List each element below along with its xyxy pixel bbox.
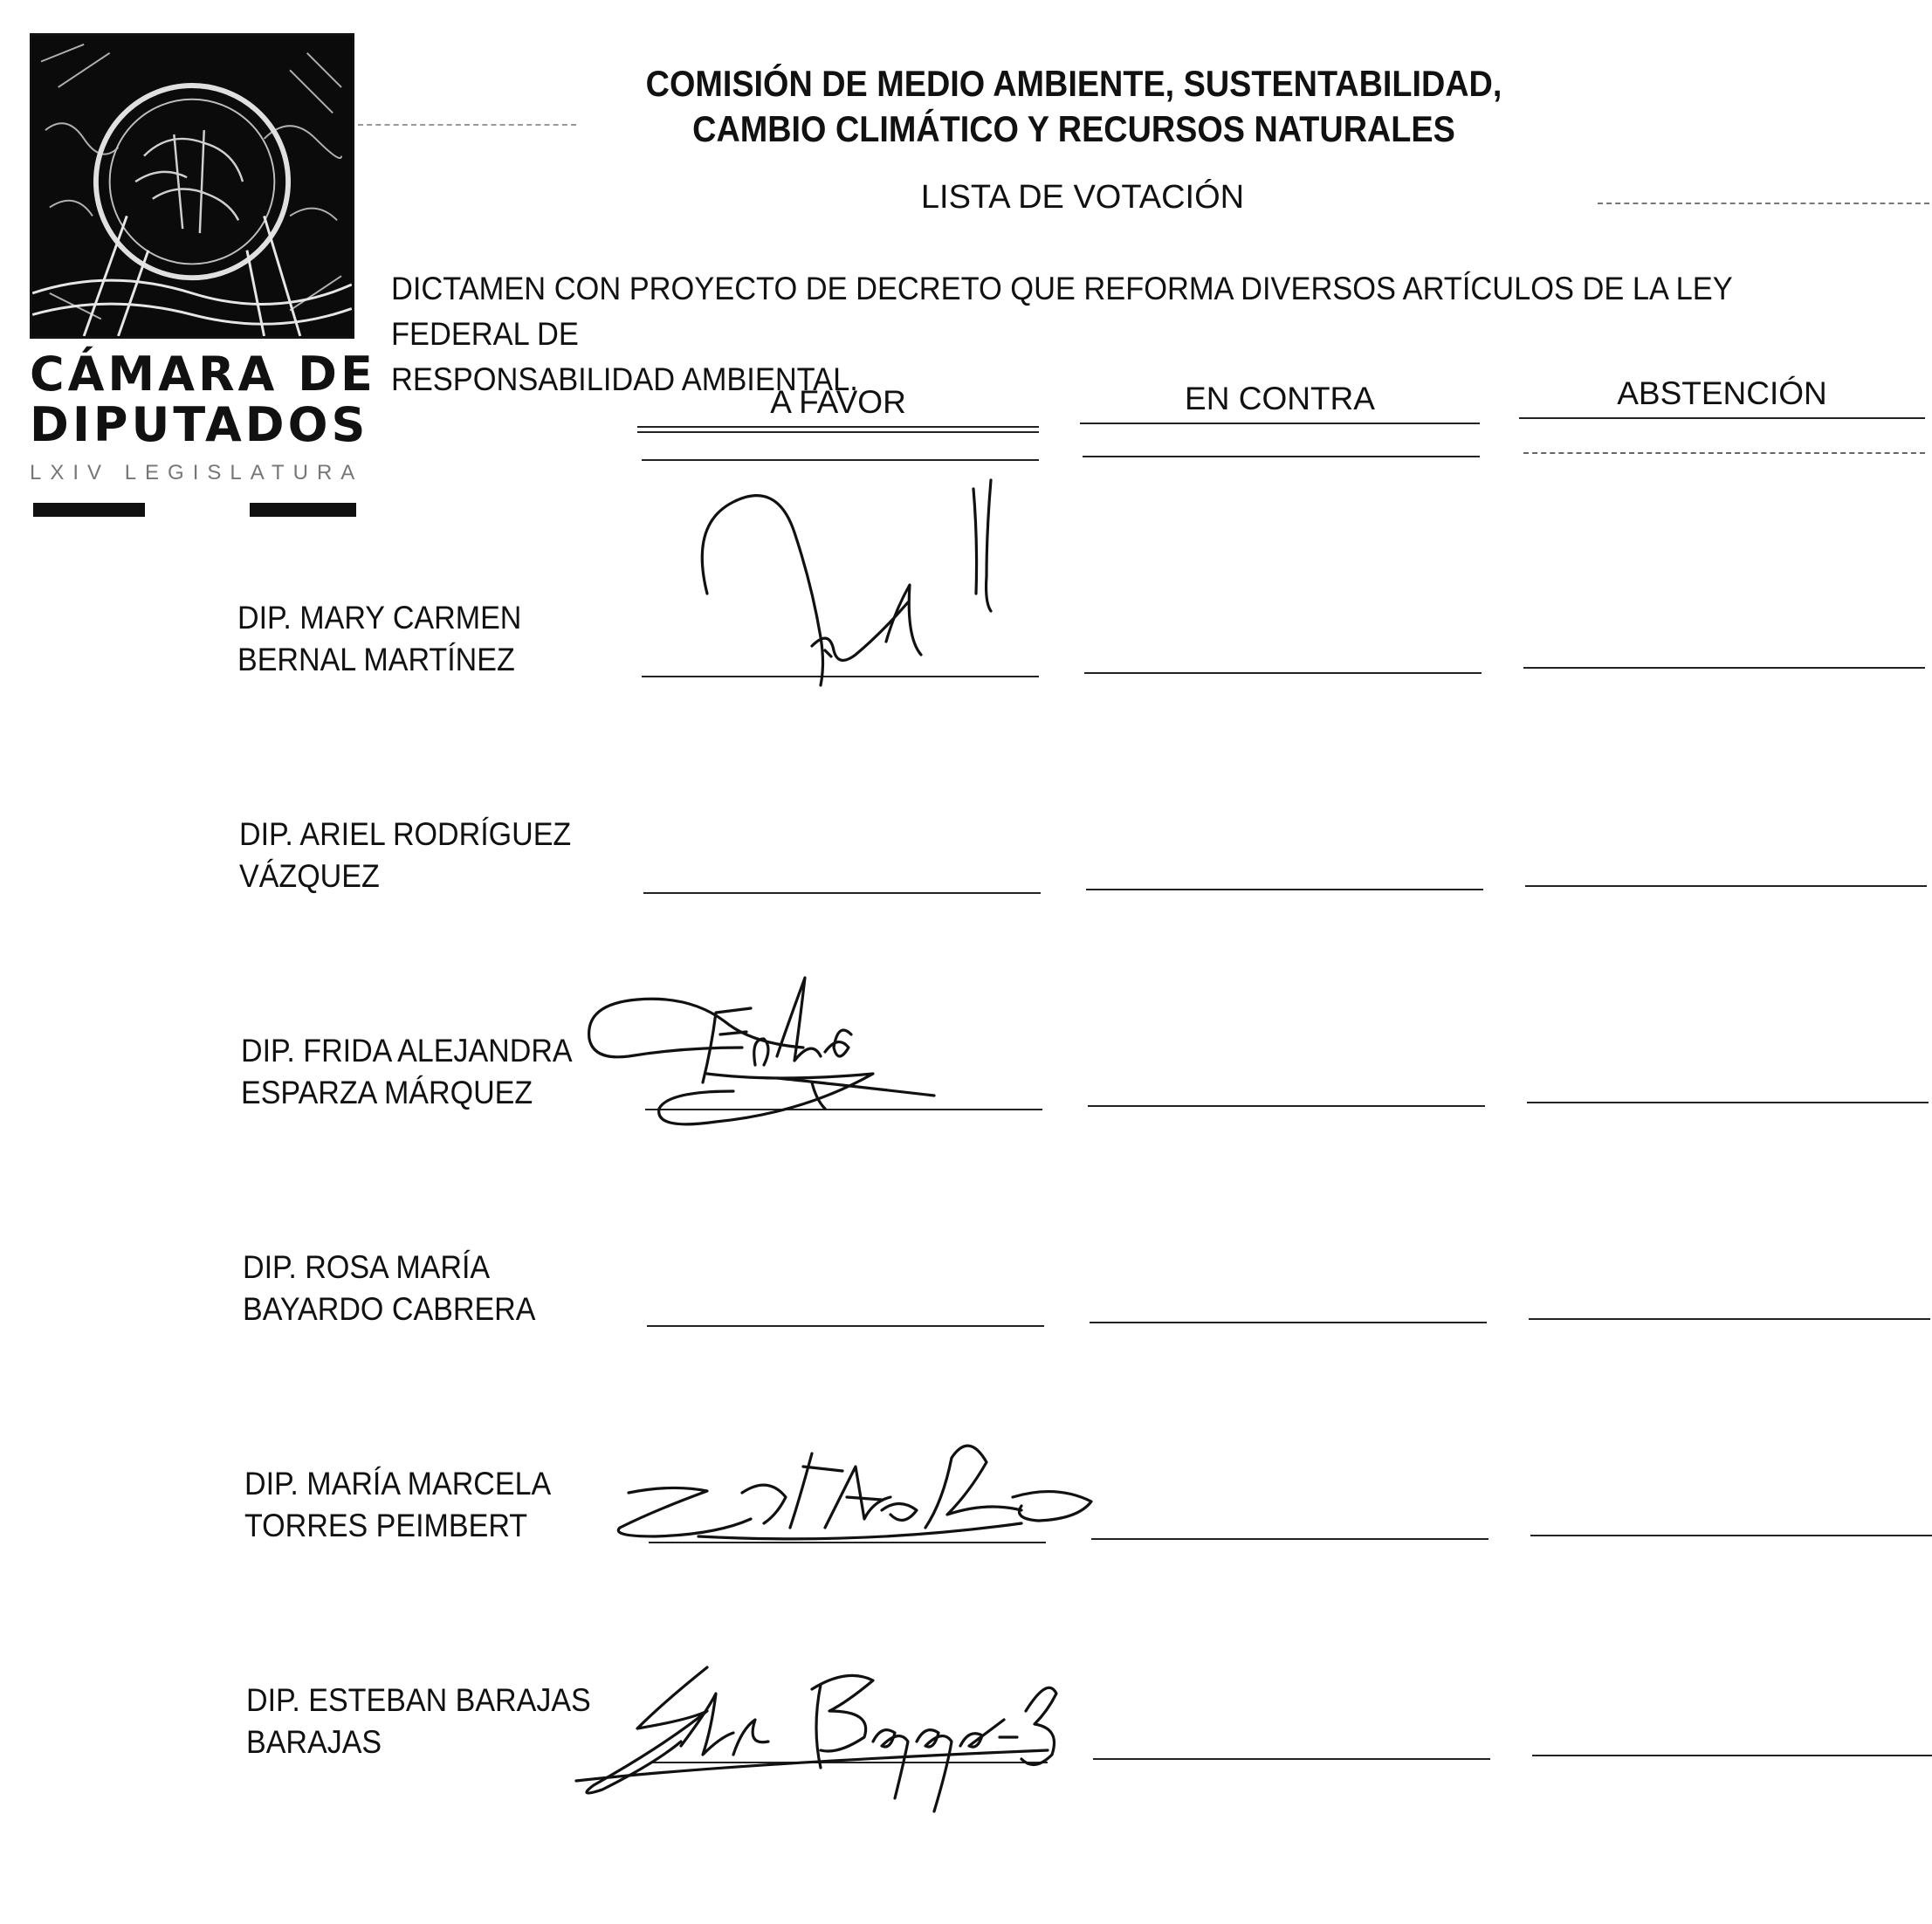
column-header-contra: EN CONTRA: [1185, 381, 1375, 416]
legislature-label: LXIV LEGISLATURA: [30, 461, 364, 484]
vote-line-abstencion[interactable]: [1523, 667, 1925, 669]
vote-line-abstencion[interactable]: [1525, 885, 1927, 887]
deputy-name-line1: DIP. ESTEBAN BARAJAS: [246, 1682, 591, 1718]
header-rule-favor: [637, 426, 1039, 428]
vote-line-contra[interactable]: [1084, 672, 1482, 674]
header-rule-favor-3: [642, 459, 1039, 461]
seal-emblem-icon: [32, 36, 352, 336]
vote-line-contra[interactable]: [1093, 1758, 1490, 1760]
commission-title-line1: COMISIÓN DE MEDIO AMBIENTE, SUSTENTABILIDAD,: [645, 63, 1502, 104]
dictamen-line2: RESPONSABILIDAD AMBIENTAL.: [391, 361, 858, 397]
signature-esparza: [576, 952, 943, 1144]
commission-title-line2: CAMBIO CLIMÁTICO Y RECURSOS NATURALES: [692, 108, 1455, 149]
deputy-name-line2: TORRES PEIMBERT: [244, 1508, 528, 1543]
chamber-seal-logo: [30, 33, 354, 339]
column-header-favor: A FAVOR: [770, 384, 906, 420]
vote-line-favor[interactable]: [647, 1325, 1044, 1327]
voting-list-title: LISTA DE VOTACIÓN: [920, 179, 1245, 216]
signature-bernal: [681, 463, 1013, 690]
signature-torres: [602, 1414, 1109, 1563]
logo-bar-left: [33, 503, 145, 517]
deputy-name-line1: DIP. MARY CARMEN: [237, 600, 522, 636]
deputy-name-line1: DIP. ROSA MARÍA: [243, 1249, 491, 1285]
scan-artifact-dots-right: [1598, 203, 1929, 204]
signature-barajas: [559, 1659, 1065, 1833]
deputy-name-bayardo: [243, 1247, 535, 1330]
vote-line-abstencion[interactable]: [1530, 1535, 1932, 1536]
deputy-name-line2: BAYARDO CABRERA: [243, 1291, 536, 1327]
logo-bar-right: [250, 503, 356, 517]
header-rule-contra: [1080, 423, 1480, 424]
deputy-name-line2: ESPARZA MÁRQUEZ: [241, 1075, 533, 1110]
chamber-name-line2: DIPUTADOS: [30, 397, 369, 452]
vote-line-abstencion[interactable]: [1532, 1755, 1932, 1756]
chamber-name-line1: CÁMARA DE: [30, 347, 376, 402]
vote-line-contra[interactable]: [1086, 889, 1483, 890]
vote-line-favor[interactable]: [643, 892, 1041, 894]
column-header-abstencion: ABSTENCIÓN: [1617, 375, 1827, 411]
header-rule-abstencion: [1519, 417, 1925, 419]
deputy-name-bernal: [237, 597, 521, 681]
deputy-name-esparza: [241, 1030, 573, 1114]
deputy-name-line1: DIP. MARÍA MARCELA: [244, 1466, 552, 1501]
deputy-name-torres: [244, 1463, 551, 1547]
scan-artifact-dots: [358, 124, 576, 126]
vote-line-contra[interactable]: [1090, 1322, 1487, 1323]
commission-title: [579, 61, 1569, 152]
vote-line-contra[interactable]: [1091, 1538, 1489, 1540]
header-rule-favor-2: [637, 431, 1039, 433]
header-rule-abstencion-2: [1523, 452, 1925, 454]
deputy-name-line1: DIP. FRIDA ALEJANDRA: [241, 1033, 573, 1069]
deputy-name-line2: BARAJAS: [246, 1724, 382, 1760]
vote-line-contra[interactable]: [1088, 1105, 1485, 1107]
vote-line-abstencion[interactable]: [1529, 1318, 1930, 1320]
deputy-name-barajas: [246, 1680, 591, 1763]
deputy-name-line2: BERNAL MARTÍNEZ: [237, 642, 515, 677]
dictamen-line1: DICTAMEN CON PROYECTO DE DECRETO QUE REFORMA DIVERSOS ARTÍCULOS DE LA LEY FEDERAL DE: [391, 271, 1733, 352]
chamber-name: [30, 349, 376, 450]
deputy-name-line2: VÁZQUEZ: [239, 858, 380, 894]
deputy-name-rodriguez: [239, 814, 571, 897]
deputy-name-line1: DIP. ARIEL RODRÍGUEZ: [239, 816, 572, 852]
header-rule-contra-2: [1083, 456, 1480, 457]
vote-line-abstencion[interactable]: [1527, 1102, 1929, 1103]
